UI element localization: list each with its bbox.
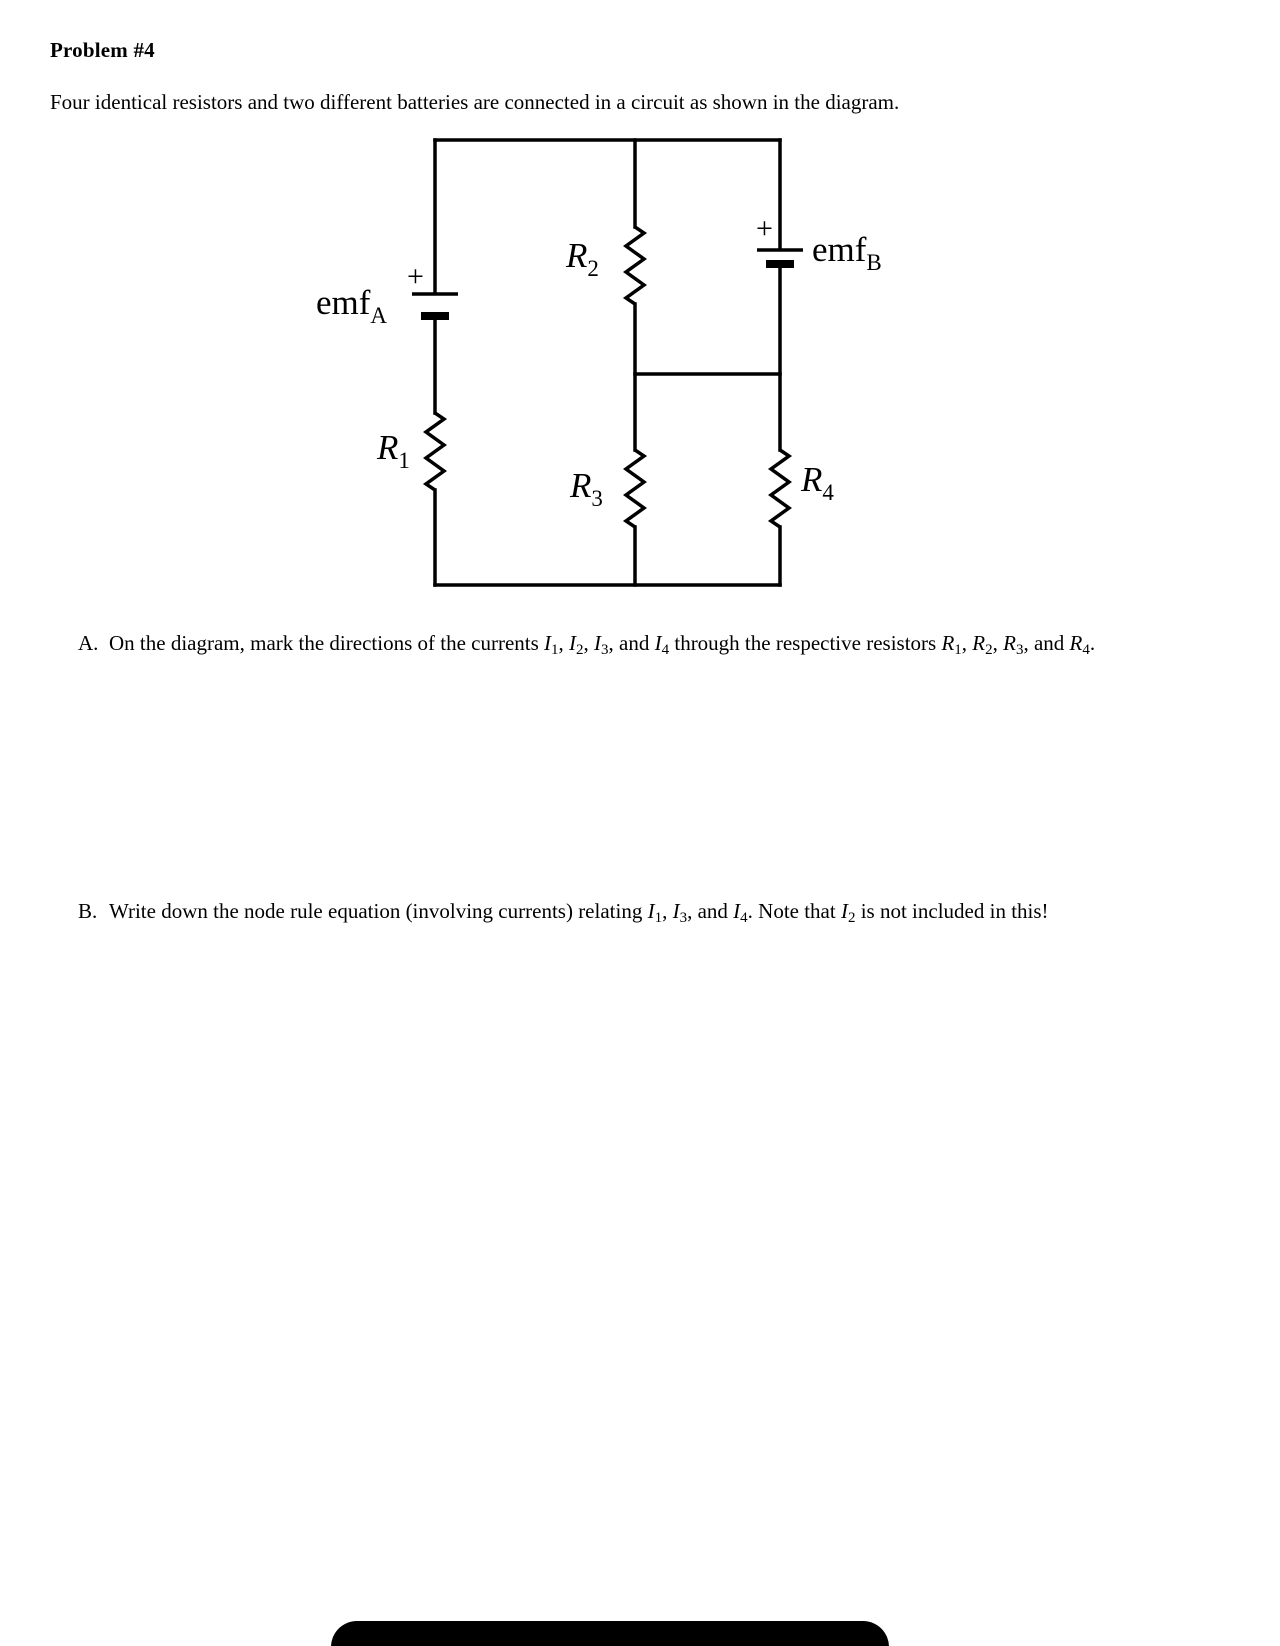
resistor-r1-icon xyxy=(426,413,444,490)
emfb-label-sub: B xyxy=(866,250,882,275)
r3-label-sub: 3 xyxy=(591,486,603,511)
r4-label-sub: 4 xyxy=(822,480,834,505)
emfa-plus-sign: + xyxy=(407,260,424,293)
r3-label-base: R xyxy=(570,466,592,505)
r4-label-base: R xyxy=(801,460,823,499)
intro-text: Four identical resistors and two different batteries are connected in a circuit as shown in the diagram. xyxy=(50,90,900,114)
r4-label xyxy=(801,460,834,505)
question-a-label: A. xyxy=(78,631,99,655)
emfb-label-base: emf xyxy=(812,230,867,269)
r1-label-sub: 1 xyxy=(398,448,410,473)
bottom-rounded-shape xyxy=(331,1621,889,1646)
question-a-text: On the diagram, mark the directions of the currents $I_1$, $I_2$, $I_3$, and $I_4$ through the respective resistors $R_1$, $R_2$, $R_3$, and $R_4$. xyxy=(109,631,1096,658)
question-b-text: Write down the node rule equation (involving currents) relating $I_1$, $I_3$, and $I_4$. Note that $I_2$ is not included in this! xyxy=(109,899,1049,926)
resistor-r4-icon xyxy=(771,450,789,527)
emfb-plus-sign: + xyxy=(756,212,773,245)
question-a xyxy=(78,628,1189,658)
emfa-label-sub: A xyxy=(370,303,388,328)
emfa-label xyxy=(316,283,388,328)
circuit-diagram xyxy=(0,0,1280,640)
resistor-r2-icon xyxy=(626,227,644,304)
page-title: Problem #4 xyxy=(50,38,155,62)
emfa-label-base: emf xyxy=(316,283,371,322)
resistor-r3-icon xyxy=(626,450,644,527)
r1-label xyxy=(377,428,410,473)
battery-emfa-icon xyxy=(412,294,458,316)
r2-label-base: R xyxy=(566,236,588,275)
question-b xyxy=(78,896,1189,926)
r3-label xyxy=(570,466,603,511)
r2-label xyxy=(566,236,599,281)
question-b-label: B. xyxy=(78,899,98,923)
r1-label-base: R xyxy=(377,428,399,467)
emfb-label xyxy=(812,230,882,275)
battery-emfb-icon xyxy=(757,250,803,264)
r2-label-sub: 2 xyxy=(587,256,599,281)
